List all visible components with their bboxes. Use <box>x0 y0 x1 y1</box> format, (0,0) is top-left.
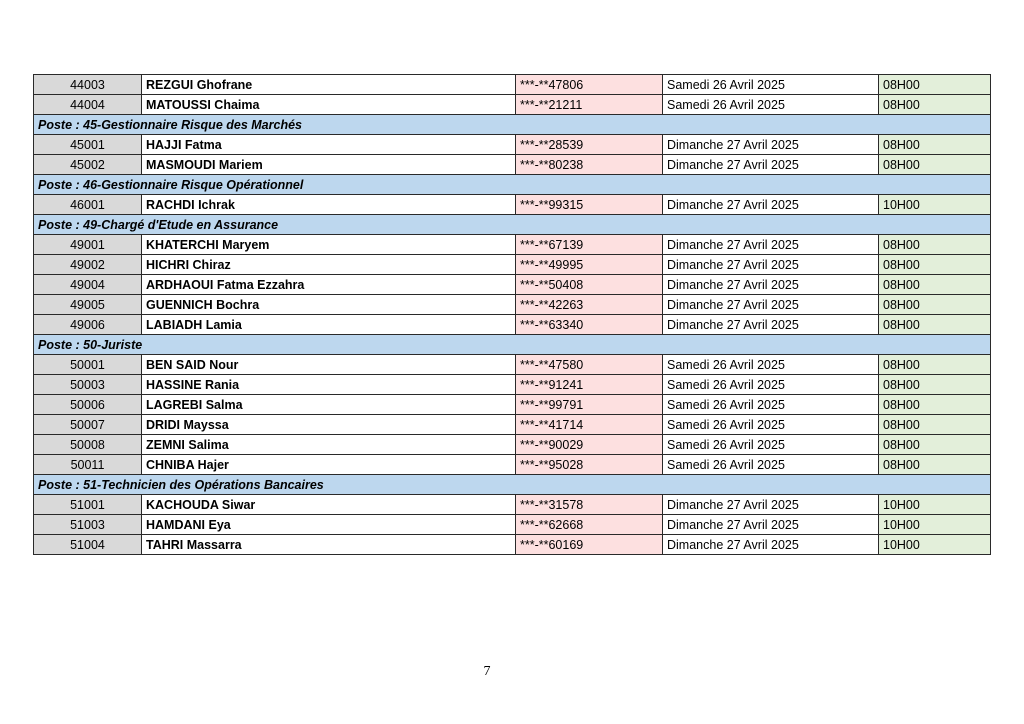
table-row <box>34 275 991 295</box>
table-row <box>34 415 991 435</box>
section-title: Poste : 50-Juriste <box>34 335 991 355</box>
exam-date-cell: Samedi 26 Avril 2025 <box>663 375 879 395</box>
exam-date-cell: Samedi 26 Avril 2025 <box>663 95 879 115</box>
exam-time-cell: 10H00 <box>879 495 991 515</box>
candidate-cin-cell: ***-**47806 <box>516 75 663 95</box>
candidate-name-cell: HAJJI Fatma <box>142 135 516 155</box>
table-row <box>34 375 991 395</box>
exam-date-cell: Dimanche 27 Avril 2025 <box>663 535 879 555</box>
exam-time-cell: 08H00 <box>879 95 991 115</box>
candidate-cin-cell: ***-**28539 <box>516 135 663 155</box>
exam-date-cell: Dimanche 27 Avril 2025 <box>663 155 879 175</box>
candidate-id-cell: 44003 <box>34 75 142 95</box>
candidate-id-cell: 45002 <box>34 155 142 175</box>
exam-time-cell: 08H00 <box>879 415 991 435</box>
candidate-id-cell: 50007 <box>34 415 142 435</box>
table-row <box>34 355 991 375</box>
candidate-name-cell: ARDHAOUI Fatma Ezzahra <box>142 275 516 295</box>
exam-date-cell: Dimanche 27 Avril 2025 <box>663 195 879 215</box>
candidate-id-cell: 50006 <box>34 395 142 415</box>
section-header-row <box>34 115 991 135</box>
candidate-name-cell: HASSINE Rania <box>142 375 516 395</box>
exam-time-cell: 08H00 <box>879 135 991 155</box>
section-header-row <box>34 335 991 355</box>
candidate-cin-cell: ***-**95028 <box>516 455 663 475</box>
candidate-name-cell: LABIADH Lamia <box>142 315 516 335</box>
exam-time-cell: 08H00 <box>879 395 991 415</box>
candidate-cin-cell: ***-**60169 <box>516 535 663 555</box>
section-header-row <box>34 475 991 495</box>
section-header-row <box>34 215 991 235</box>
candidate-cin-cell: ***-**99791 <box>516 395 663 415</box>
candidate-name-cell: HICHRI Chiraz <box>142 255 516 275</box>
exam-date-cell: Dimanche 27 Avril 2025 <box>663 135 879 155</box>
exam-date-cell: Dimanche 27 Avril 2025 <box>663 275 879 295</box>
table-row <box>34 155 991 175</box>
exam-date-cell: Dimanche 27 Avril 2025 <box>663 315 879 335</box>
candidate-id-cell: 45001 <box>34 135 142 155</box>
candidate-name-cell: KHATERCHI Maryem <box>142 235 516 255</box>
exam-time-cell: 08H00 <box>879 455 991 475</box>
candidate-name-cell: DRIDI Mayssa <box>142 415 516 435</box>
candidate-cin-cell: ***-**31578 <box>516 495 663 515</box>
candidate-cin-cell: ***-**80238 <box>516 155 663 175</box>
table-row <box>34 535 991 555</box>
candidate-name-cell: CHNIBA Hajer <box>142 455 516 475</box>
candidate-id-cell: 49004 <box>34 275 142 295</box>
exam-time-cell: 08H00 <box>879 355 991 375</box>
exam-time-cell: 08H00 <box>879 255 991 275</box>
candidates-table-body <box>34 75 991 555</box>
exam-date-cell: Samedi 26 Avril 2025 <box>663 415 879 435</box>
candidate-name-cell: TAHRI Massarra <box>142 535 516 555</box>
candidate-cin-cell: ***-**42263 <box>516 295 663 315</box>
candidate-name-cell: REZGUI Ghofrane <box>142 75 516 95</box>
candidate-id-cell: 49006 <box>34 315 142 335</box>
candidate-id-cell: 50001 <box>34 355 142 375</box>
candidate-name-cell: MATOUSSI Chaima <box>142 95 516 115</box>
table-row <box>34 295 991 315</box>
page-number: 7 <box>483 664 491 679</box>
candidate-id-cell: 51001 <box>34 495 142 515</box>
exam-time-cell: 08H00 <box>879 275 991 295</box>
candidate-name-cell: ZEMNI Salima <box>142 435 516 455</box>
candidate-name-cell: BEN SAID Nour <box>142 355 516 375</box>
exam-time-cell: 10H00 <box>879 515 991 535</box>
section-title: Poste : 49-Chargé d'Etude en Assurance <box>34 215 991 235</box>
candidate-name-cell: GUENNICH Bochra <box>142 295 516 315</box>
exam-date-cell: Dimanche 27 Avril 2025 <box>663 235 879 255</box>
exam-time-cell: 08H00 <box>879 75 991 95</box>
candidate-id-cell: 50003 <box>34 375 142 395</box>
exam-date-cell: Samedi 26 Avril 2025 <box>663 455 879 475</box>
candidate-id-cell: 49001 <box>34 235 142 255</box>
exam-date-cell: Samedi 26 Avril 2025 <box>663 435 879 455</box>
section-header-row <box>34 175 991 195</box>
candidate-cin-cell: ***-**67139 <box>516 235 663 255</box>
table-row <box>34 235 991 255</box>
candidate-cin-cell: ***-**90029 <box>516 435 663 455</box>
exam-time-cell: 10H00 <box>879 535 991 555</box>
candidate-id-cell: 49002 <box>34 255 142 275</box>
table-row <box>34 255 991 275</box>
table-row <box>34 495 991 515</box>
candidate-id-cell: 50008 <box>34 435 142 455</box>
section-title: Poste : 45-Gestionnaire Risque des Marchés <box>34 115 991 135</box>
candidate-name-cell: HAMDANI Eya <box>142 515 516 535</box>
candidate-id-cell: 49005 <box>34 295 142 315</box>
candidate-name-cell: KACHOUDA Siwar <box>142 495 516 515</box>
table-row <box>34 315 991 335</box>
candidate-cin-cell: ***-**50408 <box>516 275 663 295</box>
table-row <box>34 435 991 455</box>
exam-date-cell: Samedi 26 Avril 2025 <box>663 395 879 415</box>
exam-date-cell: Dimanche 27 Avril 2025 <box>663 255 879 275</box>
candidate-cin-cell: ***-**99315 <box>516 195 663 215</box>
exam-time-cell: 08H00 <box>879 155 991 175</box>
candidate-id-cell: 46001 <box>34 195 142 215</box>
exam-time-cell: 08H00 <box>879 235 991 255</box>
exam-time-cell: 10H00 <box>879 195 991 215</box>
candidate-cin-cell: ***-**63340 <box>516 315 663 335</box>
exam-date-cell: Samedi 26 Avril 2025 <box>663 355 879 375</box>
table-row <box>34 95 991 115</box>
candidates-table <box>33 74 991 555</box>
table-row <box>34 395 991 415</box>
candidate-cin-cell: ***-**41714 <box>516 415 663 435</box>
exam-time-cell: 08H00 <box>879 435 991 455</box>
candidate-cin-cell: ***-**49995 <box>516 255 663 275</box>
table-row <box>34 135 991 155</box>
exam-date-cell: Dimanche 27 Avril 2025 <box>663 495 879 515</box>
candidate-cin-cell: ***-**91241 <box>516 375 663 395</box>
candidate-id-cell: 51003 <box>34 515 142 535</box>
exam-date-cell: Dimanche 27 Avril 2025 <box>663 515 879 535</box>
exam-date-cell: Dimanche 27 Avril 2025 <box>663 295 879 315</box>
table-row <box>34 195 991 215</box>
candidate-name-cell: RACHDI Ichrak <box>142 195 516 215</box>
exam-time-cell: 08H00 <box>879 295 991 315</box>
candidate-id-cell: 50011 <box>34 455 142 475</box>
exam-time-cell: 08H00 <box>879 375 991 395</box>
section-title: Poste : 51-Technicien des Opérations Bancaires <box>34 475 991 495</box>
candidate-id-cell: 44004 <box>34 95 142 115</box>
table-row <box>34 515 991 535</box>
exam-date-cell: Samedi 26 Avril 2025 <box>663 75 879 95</box>
exam-time-cell: 08H00 <box>879 315 991 335</box>
candidate-cin-cell: ***-**21211 <box>516 95 663 115</box>
section-title: Poste : 46-Gestionnaire Risque Opérationnel <box>34 175 991 195</box>
table-row <box>34 455 991 475</box>
candidate-id-cell: 51004 <box>34 535 142 555</box>
candidate-name-cell: LAGREBI Salma <box>142 395 516 415</box>
candidate-cin-cell: ***-**47580 <box>516 355 663 375</box>
table-row <box>34 75 991 95</box>
candidate-name-cell: MASMOUDI Mariem <box>142 155 516 175</box>
candidate-cin-cell: ***-**62668 <box>516 515 663 535</box>
